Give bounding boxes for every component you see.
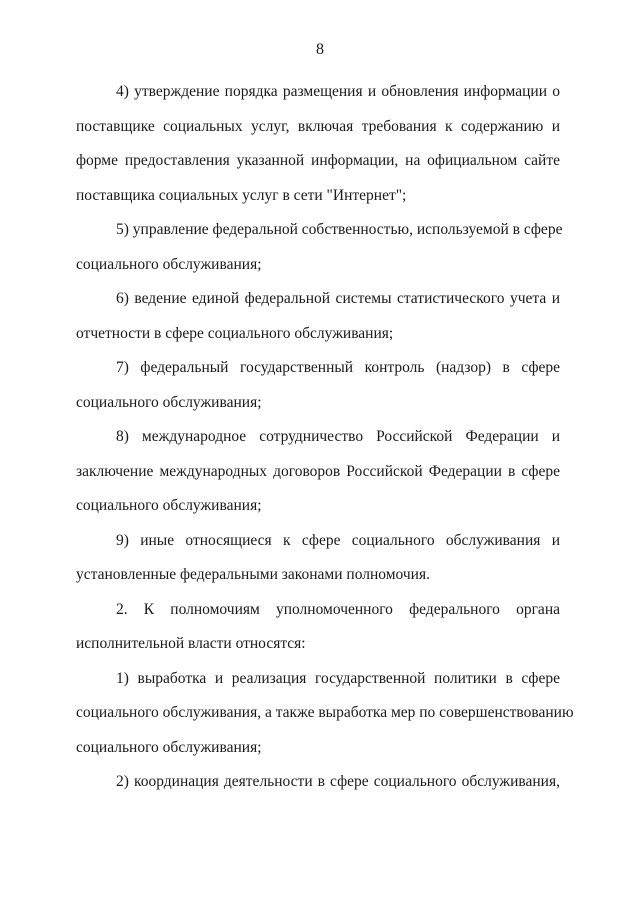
- paragraph: [76, 282, 560, 351]
- document-body: [76, 75, 574, 800]
- page-number: 8: [316, 41, 324, 58]
- text-line: поставщике социальных услуг, включая требования к содержанию и: [76, 117, 560, 135]
- text-line: 1) выработка и реализация государственной политики в сфере: [116, 669, 560, 687]
- text-line: социального обслуживания;: [76, 255, 262, 273]
- text-line: социального обслуживания;: [76, 497, 262, 514]
- text-line: 4) утверждение порядка размещения и обновления информации о: [116, 83, 560, 100]
- paragraph: [76, 420, 560, 524]
- text-line: установленные федеральными законами полномочия.: [76, 566, 430, 583]
- text-line: поставщика социальных услуг в сети "Интернет";: [76, 186, 407, 204]
- paragraph: [76, 662, 574, 766]
- paragraph: [76, 765, 560, 800]
- text-line: исполнительной власти относятся:: [76, 635, 306, 652]
- text-line: заключение международных договоров Российской Федерации в сфере: [76, 462, 560, 480]
- text-line: 8) международное сотрудничество Российской Федерации и: [116, 428, 560, 445]
- paragraph: [76, 213, 563, 282]
- paragraph: [76, 593, 560, 662]
- text-line: социального обслуживания, а также выработка мер по совершенствованию: [76, 704, 574, 721]
- text-line: 5) управление федеральной собственностью, используемой в сфере: [116, 221, 563, 238]
- text-line: 2. К полномочиям уполномоченного федерального органа: [116, 600, 560, 618]
- text-line: 7) федеральный государственный контроль (надзор) в сфере: [116, 359, 560, 376]
- paragraph: [76, 524, 560, 593]
- paragraph: [76, 75, 560, 213]
- text-line: отчетности в сфере социального обслуживания;: [76, 324, 394, 342]
- text-line: 2) координация деятельности в сфере социального обслуживания,: [116, 773, 560, 790]
- text-line: форме предоставления указанной информации, на официальном сайте: [76, 152, 560, 169]
- text-line: 6) ведение единой федеральной системы статистического учета и: [116, 290, 560, 307]
- text-line: социального обслуживания;: [76, 393, 262, 411]
- paragraph: [76, 351, 560, 420]
- text-line: социального обслуживания;: [76, 738, 262, 756]
- text-line: 9) иные относящиеся к сфере социального обслуживания и: [116, 531, 560, 549]
